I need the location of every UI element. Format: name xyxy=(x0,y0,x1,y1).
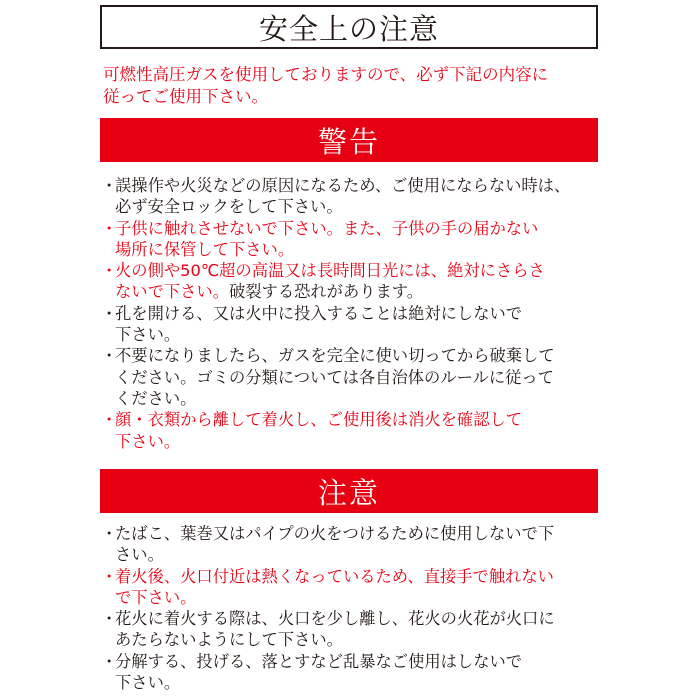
intro-text xyxy=(103,64,548,108)
page-title: 安全上の注意 xyxy=(100,5,598,49)
body-text: 必ず安全ロックをして下さい。 xyxy=(115,197,343,217)
warning-item xyxy=(101,218,601,261)
caution-list xyxy=(101,523,601,693)
body-text: 下さい。 xyxy=(115,673,181,693)
item-line xyxy=(115,239,601,260)
item-line xyxy=(115,303,601,324)
intro-line: 従ってご使用下さい。 xyxy=(103,87,268,106)
body-text: 花火に着火する際は、火口を少し離し、花火の火花が火口に xyxy=(115,609,555,629)
caution-item xyxy=(101,566,601,609)
body-text: 孔を開ける、又は火中に投入することは絶対にしないで xyxy=(115,303,523,323)
body-text: ください。 xyxy=(115,388,197,408)
warning-list xyxy=(101,175,601,452)
item-line xyxy=(115,651,601,672)
warning-item xyxy=(101,303,601,346)
emphasis-text: ないで下さい。 xyxy=(115,282,229,302)
body-text: 分解する、投げる、落とすなど乱暴なご使用はしないで xyxy=(115,651,523,671)
body-text: 不要になりましたら、ガスを完全に使い切ってから破棄して xyxy=(115,346,555,366)
intro-line: 可燃性高圧ガスを使用しておりますので、必ず下記の内容に xyxy=(103,65,549,84)
item-line xyxy=(115,218,601,239)
body-text: たばこ、葉巻又はパイプの火をつけるために使用しないで下 xyxy=(115,524,555,543)
emphasis-text: 場所に保管して下さい。 xyxy=(115,239,295,259)
bullet-icon: ・ xyxy=(101,609,118,629)
item-line xyxy=(115,566,601,587)
item-line xyxy=(115,175,601,196)
emphasis-text: 子供に触れさせないで下さい。また、子供の手の届かない xyxy=(115,218,539,238)
bullet-icon: ・ xyxy=(101,218,118,238)
caution-item xyxy=(101,523,601,566)
warning-banner: 警告 xyxy=(100,118,598,162)
caution-banner: 注意 xyxy=(100,469,598,513)
bullet-icon: ・ xyxy=(101,303,118,323)
item-line xyxy=(115,196,601,217)
item-line xyxy=(115,345,601,366)
bullet-icon: ・ xyxy=(101,651,118,671)
emphasis-text: 火の側や50℃超の高温又は長時間日光には、絶対にさらさ xyxy=(115,261,545,281)
item-line xyxy=(115,324,601,345)
warning-item xyxy=(101,260,601,303)
bullet-icon: ・ xyxy=(101,410,118,430)
warning-item xyxy=(101,409,601,452)
emphasis-text: 着火後、火口付近は熱くなっているため、直接手で触れない xyxy=(115,566,554,586)
item-line xyxy=(115,544,601,565)
item-line xyxy=(115,367,601,388)
bullet-icon: ・ xyxy=(101,176,118,195)
bullet-icon: ・ xyxy=(101,524,118,543)
item-line xyxy=(115,608,601,629)
warning-item xyxy=(101,175,601,218)
emphasis-text: 下さい。 xyxy=(115,431,181,451)
body-text: 誤操作や火災などの原因になるため、ご使用にならない時は、 xyxy=(115,176,571,195)
bullet-icon: ・ xyxy=(101,346,118,366)
emphasis-text: 顔・衣類から離して着火し、ご使用後は消火を確認して xyxy=(115,410,523,430)
body-text: 破裂する恐れがあります。 xyxy=(228,282,424,302)
item-line xyxy=(115,260,601,281)
body-text: あたらないようにして下さい。 xyxy=(115,630,343,650)
item-line xyxy=(115,431,601,452)
caution-item xyxy=(101,608,601,651)
body-text: 下さい。 xyxy=(115,325,181,345)
warning-item xyxy=(101,345,601,409)
bullet-icon: ・ xyxy=(101,566,118,586)
emphasis-text: で下さい。 xyxy=(115,587,197,607)
body-text: さい。 xyxy=(115,545,164,565)
body-text: ください。ゴミの分類については各自治体のルールに従って xyxy=(115,367,554,387)
item-line xyxy=(115,409,601,430)
caution-item xyxy=(101,651,601,694)
bullet-icon: ・ xyxy=(101,261,118,281)
item-line xyxy=(115,281,601,302)
item-line xyxy=(115,587,601,608)
item-line xyxy=(115,672,601,693)
item-line xyxy=(115,629,601,650)
item-line xyxy=(115,523,601,544)
item-line xyxy=(115,388,601,409)
